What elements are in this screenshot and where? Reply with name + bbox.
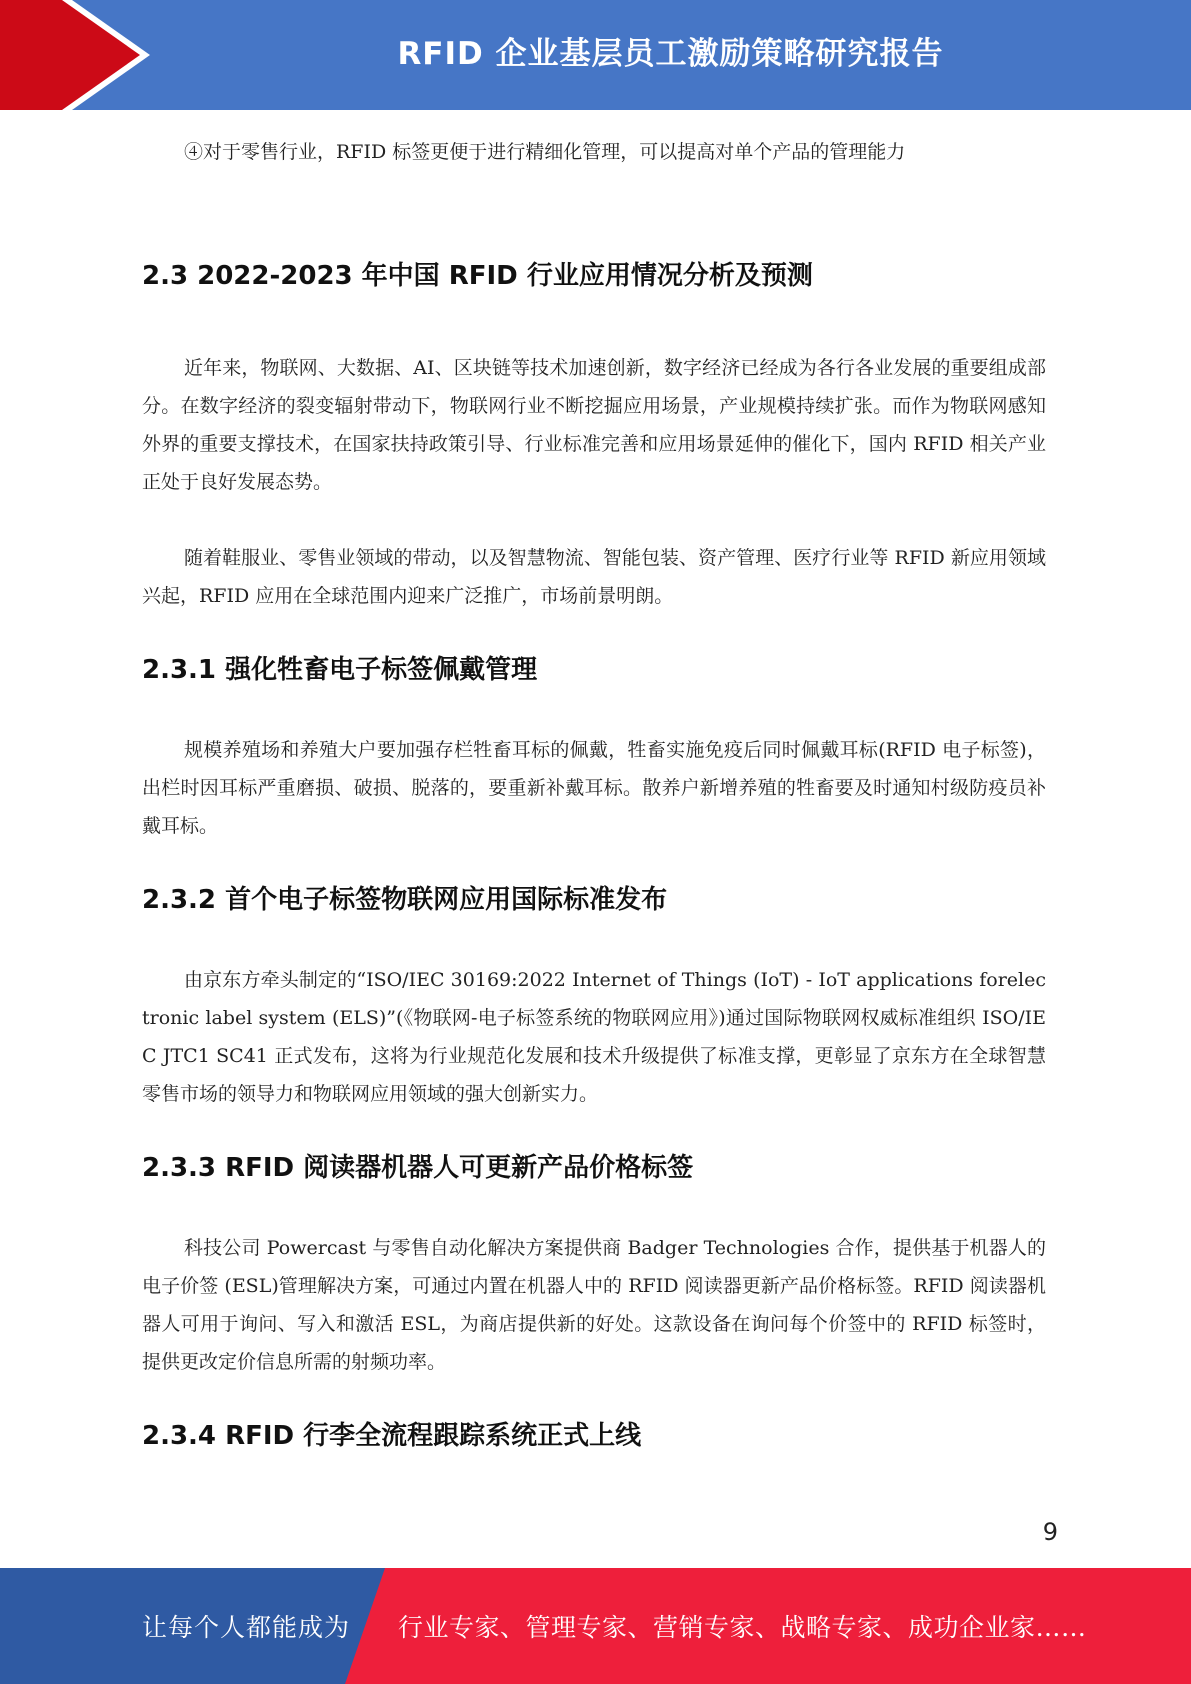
section-2-3-heading: 2.3 2022-2023 年中国 RFID 行业应用情况分析及预测 bbox=[142, 261, 813, 291]
section-2-3-4-heading: 2.3.4 RFID 行李全流程跟踪系统正式上线 bbox=[142, 1421, 642, 1451]
section-2-3-1-heading: 2.3.1 强化牲畜电子标签佩戴管理 bbox=[142, 655, 538, 685]
page-header bbox=[0, 0, 1191, 110]
footer-slogan-right: 行业专家、管理专家、营销专家、战略专家、成功企业家…… bbox=[398, 1613, 1087, 1642]
page-number: 9 bbox=[1042, 1518, 1058, 1546]
section-2-3-3-paragraph: 科技公司 Powercast 与零售自动化解决方案提供商 Badger Technologies 合作，提供基于机器人的电子价签 (ESL)管理解决方案，可通过内置在机器人中的 RFID 阅读器更新产品价格标签。RFID 阅读器机器人可用于询问、写入和激活 ESL，为商店提供新的好处。这款设备在询问每个价签中的 RFID 标签时，提供更改定价信息所需的射频功率。 bbox=[142, 1237, 1046, 1373]
footer-slogan-left: 让每个人都能成为 bbox=[142, 1613, 351, 1642]
section-2-3-2-paragraph: 由京东方牵头制定的“ISO/IEC 30169:2022 Internet of Things (IoT) - IoT applications forelectronic label system (ELS)”(《物联网-电子标签系统的物联网应用》)通过国际物联网权威标准组织 ISO/IEC JTC1 SC41 正式发布，这将为行业规范化发展和技术升级提供了标准支撑，更彰显了京东方在全球智慧零售市场的领导力和物联网应用领域的强大创新实力。 bbox=[142, 969, 1046, 1105]
section-2-3-2-heading: 2.3.2 首个电子标签物联网应用国际标准发布 bbox=[142, 885, 668, 915]
section-2-3-3-heading: 2.3.3 RFID 阅读器机器人可更新产品价格标签 bbox=[142, 1153, 694, 1183]
section-2-3-1-paragraph: 规模养殖场和养殖大户要加强存栏牲畜耳标的佩戴，牲畜实施免疫后同时佩戴耳标(RFID 电子标签)，出栏时因耳标严重磨损、破损、脱落的，要重新补戴耳标。散养户新增养殖的牲畜要及时通知村级防疫员补戴耳标。 bbox=[142, 739, 1046, 837]
page-footer bbox=[0, 1568, 1191, 1684]
section-2-3-paragraph-2: 随着鞋服业、零售业领域的带动，以及智慧物流、智能包装、资产管理、医疗行业等 RFID 新应用领域兴起，RFID 应用在全球范围内迎来广泛推广，市场前景明朗。 bbox=[142, 547, 1046, 607]
section-2-3-paragraph-1: 近年来，物联网、大数据、AI、区块链等技术加速创新，数字经济已经成为各行各业发展的重要组成部分。在数字经济的裂变辐射带动下，物联网行业不断挖掘应用场景，产业规模持续扩张。而作为物联网感知外界的重要支撑技术，在国家扶持政策引导、行业标准完善和应用场景延伸的催化下，国内 RFID 相关产业正处于良好发展态势。 bbox=[142, 357, 1046, 493]
intro-list-item: ④对于零售行业，RFID 标签更便于进行精细化管理，可以提高对单个产品的管理能力 bbox=[184, 141, 906, 163]
report-title: RFID 企业基层员工激励策略研究报告 bbox=[397, 35, 944, 72]
header-red-chevron-decoration bbox=[0, 0, 140, 110]
